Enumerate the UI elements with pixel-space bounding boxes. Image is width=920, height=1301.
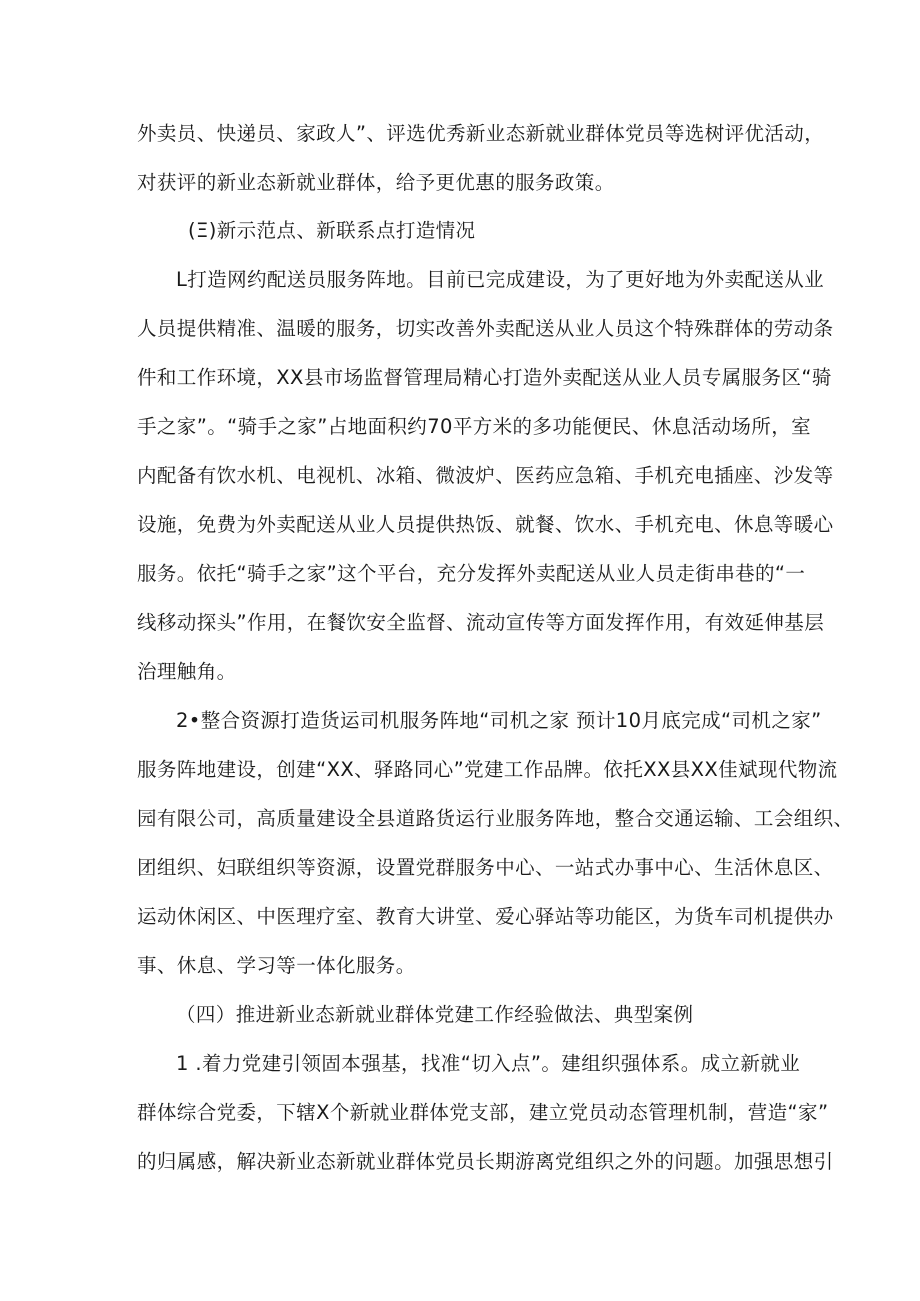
line-text: 设施，免费为外卖配送从业人员提供热饭、就餐、饮水、手机充电、休息等暖心 <box>137 513 834 536</box>
text-line-12 <box>0 659 920 685</box>
line-text: 内配备有饮水机、电视机、冰箱、微波炉、医药应急箱、手机充电插座、沙发等 <box>137 464 834 487</box>
line-text: 服务。依托“骑手之家”这个平台，充分发挥外卖配送从业人员走街串巷的“一 <box>137 562 806 585</box>
text-line-16 <box>0 855 920 881</box>
text-line-1 <box>0 121 920 147</box>
text-line-14 <box>0 757 920 783</box>
text-line-8 <box>0 463 920 489</box>
line-text: 园有限公司，高质量建设全县道路货运行业服务阵地，整合交通运输、工会组织、 <box>137 807 854 830</box>
text-line-7 <box>0 414 920 440</box>
text-line-9 <box>0 512 920 538</box>
line-text: 群体综合党委，下辖X个新就业群体党支部，建立党员动态管理机制，营造“家” <box>137 1101 829 1124</box>
line-text: 对获评的新业态新就业群体，给予更优惠的服务政策。 <box>137 171 615 194</box>
text-line-17 <box>0 904 920 930</box>
line-text: 治理触角。 <box>137 660 237 683</box>
text-line-20 <box>0 1051 920 1077</box>
text-line-22 <box>0 1149 920 1175</box>
line-text: 人员提供精准、温暖的服务，切实改善外卖配送从业人员这个特殊群体的劳动条 <box>137 317 834 340</box>
text-line-13 <box>0 708 920 734</box>
text-line-11 <box>0 610 920 636</box>
text-line-10 <box>0 561 920 587</box>
line-text: 1 .着力党建引领固本强基，找准“切入点”。建组织强体系。成立新就业 <box>176 1052 801 1075</box>
line-text: 外卖员、快递员、家政人”、评选优秀新业态新就业群体党员等选树评优活动， <box>137 122 825 145</box>
text-line-15 <box>0 806 920 832</box>
text-line-6 <box>0 365 920 391</box>
line-text: 2•整合资源打造货运司机服务阵地“司机之家 预计10月底完成“司机之家” <box>176 709 822 732</box>
text-line-5 <box>0 316 920 342</box>
text-line-2 <box>0 170 920 196</box>
line-text: 事、休息、学习等一体化服务。 <box>137 954 416 977</box>
text-line-18 <box>0 953 920 979</box>
section-heading-19 <box>0 1002 920 1028</box>
line-text: 团组织、妇联组织等资源，设置党群服务中心、一站式办事中心、生活休息区、 <box>137 856 834 879</box>
line-text: L打造网约配送员服务阵地。目前已完成建设，为了更好地为外卖配送从业 <box>176 268 825 291</box>
line-text: 线移动探头”作用，在餐饮安全监督、流动宣传等方面发挥作用，有效延伸基层 <box>137 611 825 634</box>
line-text: 手之家”。“骑手之家”占地面积约70平方米的多功能便民、休息活动场所，室 <box>137 415 812 438</box>
line-text: 的归属感，解决新业态新就业群体党员长期游离党组织之外的问题。加强思想引 <box>137 1150 834 1173</box>
line-text: 件和工作环境，XX县市场监督管理局精心打造外卖配送从业人员专属服务区“骑 <box>137 366 832 389</box>
line-text: (Ξ)新示范点、新联系点打造情况 <box>188 219 476 242</box>
section-heading-3 <box>0 218 920 244</box>
line-text: 服务阵地建设，创建“XX、驿路同心”党建工作品牌。依托XX县XX佳斌现代物流 <box>137 758 838 781</box>
text-line-21 <box>0 1100 920 1126</box>
line-text: （四）推进新业态新就业群体党建工作经验做法、典型案例 <box>176 1003 694 1026</box>
text-line-4 <box>0 267 920 293</box>
line-text: 运动休闲区、中医理疗室、教育大讲堂、爱心驿站等功能区，为货车司机提供办 <box>137 905 834 928</box>
